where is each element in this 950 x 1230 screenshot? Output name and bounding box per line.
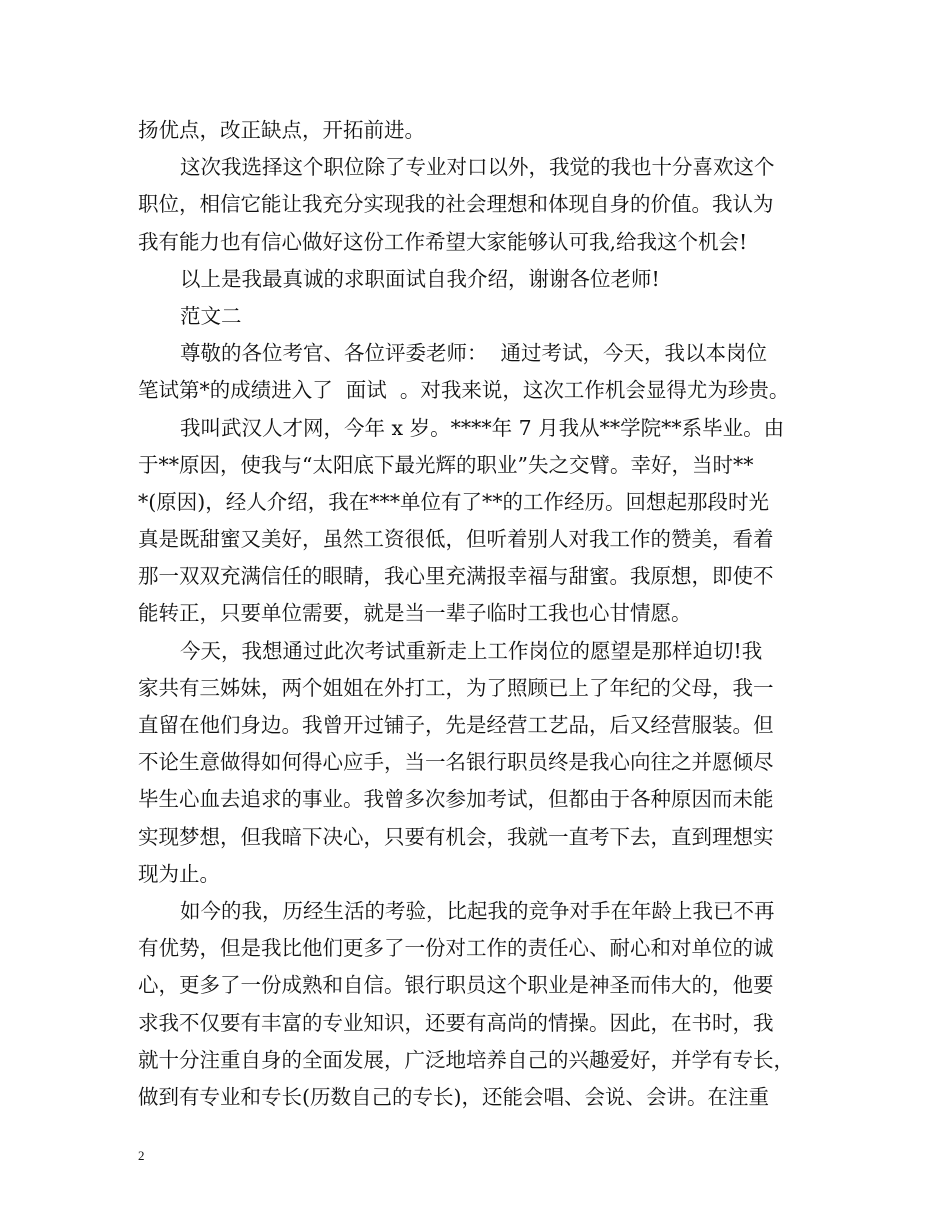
text-line: 职位，相信它能让我充分实现我的社会理想和体现自身的价值。我认为 <box>138 192 774 217</box>
text-line: 我叫武汉人才网，今年 x 岁。****年 7 月我从**学院**系毕业。由 <box>180 415 785 440</box>
text-line: 真是既甜蜜又美好，虽然工资很低，但听着别人对我工作的赞美，看着 <box>138 527 774 552</box>
text-line: 尊敬的各位考官、各位评委老师： 通过考试，今天，我以本岗位 <box>180 341 768 366</box>
text-line: 扬优点，改正缺点，开拓前进。 <box>138 118 425 142</box>
text-line: *(原因)，经人介绍，我在***单位有了**的工作经历。回想起那段时光 <box>138 489 769 514</box>
text-line: 能转正，只要单位需要，就是当一辈子临时工我也心甘情愿。 <box>138 601 692 626</box>
text-line: 那一双双充满信任的眼睛，我心里充满报幸福与甜蜜。我原想，即使不 <box>138 564 774 589</box>
text-line: 笔试第*的成绩进入了 面试 。对我来说，这次工作机会显得尤为珍贵。 <box>138 378 790 403</box>
text-line: 我有能力也有信心做好这份工作希望大家能够认可我,给我这个机会! <box>138 229 748 254</box>
text-line: 直留在他们身边。我曾开过铺子，先是经营工艺品，后又经营服装。但 <box>138 713 774 737</box>
text-line: 范文二 <box>180 303 242 328</box>
page-number: 2 <box>138 1148 145 1163</box>
text-line: 以上是我最真诚的求职面试自我介绍，谢谢各位老师! <box>180 266 660 291</box>
text-line: 有优势，但是我比他们更多了一份对工作的责任心、耐心和对单位的诚 <box>138 936 774 961</box>
text-line: 如今的我，历经生活的考验，比起我的竞争对手在年龄上我已不再 <box>180 898 775 923</box>
text-line: 不论生意做得如何得心应手，当一名银行职员终是我心向往之并愿倾尽 <box>138 750 774 775</box>
text-line: 今天，我想通过此次考试重新走上工作岗位的愿望是那样迫切!我 <box>180 638 763 663</box>
text-line: 实现梦想，但我暗下决心，只要有机会，我就一直考下去，直到理想实 <box>138 824 774 849</box>
text-line: 现为止。 <box>138 861 220 886</box>
text-line: 求我不仅要有丰富的专业知识，还要有高尚的情操。因此，在书时，我 <box>138 1010 774 1035</box>
text-line: 家共有三姊妹，两个姐姐在外打工，为了照顾已上了年纪的父母，我一 <box>138 675 774 700</box>
text-line: 就十分注重自身的全面发展，广泛地培养自己的兴趣爱好，并学有专长， <box>138 1047 794 1072</box>
text-line: 毕生心血去追求的事业。我曾多次参加考试，但都由于各种原因而未能 <box>138 787 774 812</box>
text-line: 这次我选择这个职位除了专业对口以外，我觉的我也十分喜欢这个 <box>180 155 775 180</box>
text-line: 于**原因，使我与“太阳底下最光辉的职业”失之交臂。幸好，当时** <box>138 452 754 477</box>
text-line: 心，更多了一份成熟和自信。银行职员这个职业是神圣而伟大的，他要 <box>138 973 774 998</box>
text-line: 做到有专业和专长(历数自己的专长)，还能会唱、会说、会讲。在注重 <box>138 1084 769 1109</box>
document-body <box>138 112 818 1116</box>
